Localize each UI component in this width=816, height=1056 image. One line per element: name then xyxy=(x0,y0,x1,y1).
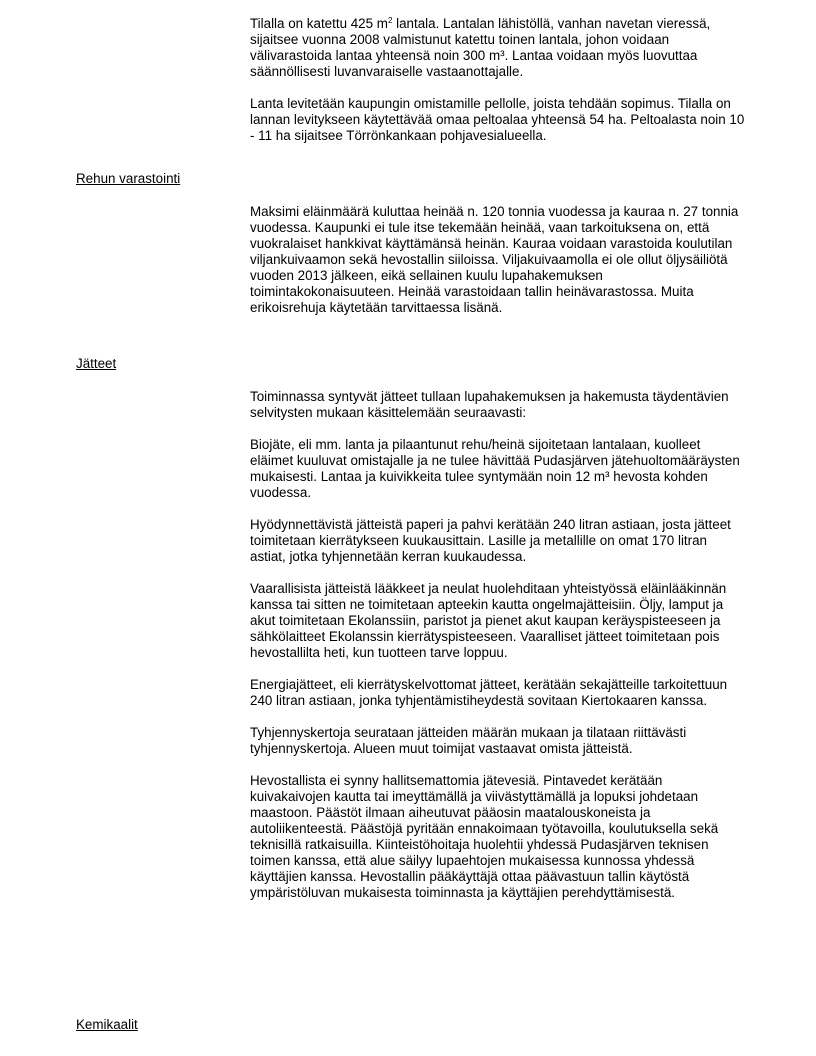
superscript: 2 xyxy=(387,16,393,25)
energy-waste-paragraph: Energiajätteet, eli kierrätyskelvottomat jätteet, kerätään sekajätteille tarkoitettuun 240 litran astiaan, jonka tyhjentämistiheydestä sovitaan Kiertokaaren kanssa. xyxy=(250,677,728,708)
recyclables-paragraph: Hyödynnettävistä jätteistä paperi ja pahvi kerätään 240 litran astiaan, josta jätteet toimitetaan kierrätykseen kuukausittain. Lasille ja metallille on omat 170 litran astiat, jotka tyhjennetään kerran kuukaudessa. xyxy=(250,517,731,564)
hazardous-waste-paragraph: Vaarallisista jätteistä lääkkeet ja neulat huolehditaan yhteistyössä eläinlääkinnän kanssa tai sitten ne toimitetaan apteekin kautta ongelmajätteisiin. Öljy, lamput ja akut toimitetaan Ekolanssiin, paristot ja pienet akut kaupan keräyspisteeseen ja sähkölaitteet Ekolanssin kierrätyspisteeseen. Vaaralliset jätteet toimitetaan pois hevostallilta heti, kun tuotteen tarve loppuu. xyxy=(250,581,727,660)
feed-storage-paragraph: Maksimi eläinmäärä kuluttaa heinää n. 120 tonnia vuodessa ja kauraa n. 27 tonnia vuodessa. Kaupunki ei tule itse tekemään heinää, vaan tarkoituksena on, että vuokralaiset hankkivat käyttämänsä heinän. Kauraa voidaan varastoida koulutilan viljankuivaamon sekä hevostallin siiloissa. Viljakuivaamolla ei ole ollut öljysäiliötä vuoden 2013 jälkeen, eikä sellainen kuulu lupahakemuksen toimintakokonaisuuteen. Heinää varastoidaan tallin heinävarastossa. Muita erikoisrehuja käytetään tarvittaessa lisänä. xyxy=(250,204,739,315)
feed-storage-section xyxy=(250,204,745,316)
waste-intro-paragraph: Toiminnassa syntyvät jätteet tullaan lupahakemuksen ja hakemusta täydentävien selvitysten mukaan käsittelemään seuraavasti: xyxy=(250,389,729,420)
manure-storage-paragraph: Tilalla on katettu 425 $m^2$ lantala. Lantalan lähistöllä, vanhan navetan vieressä, sijaitsee vuonna 2008 valmistunut katettu toinen lantala, johon voidaan välivarastoida lantaa yhteensä noin 300 m³. Lantaa voidaan myös luovuttaa säännöllisesti luvanvaraiselle vastaanottajalle. xyxy=(250,16,711,79)
wastewater-emissions-paragraph: Hevostallista ei synny hallitsemattomia jätevesiä. Pintavedet kerätään kuivakaivojen kautta tai imeyttämällä ja viivästyttämällä ja lopuksi johdetaan maastoon. Päästöt ilmaan aiheutuvat pääosin maatalouskoneista ja autoliikenteestä. Päästöjä pyritään ennakoimaan työtavoilla, koulutuksella sekä teknisillä ratkaisuilla. Kiinteistöhoitaja huolehtii yhdessä Pudasjärven teknisen toimen kanssa, että alue säilyy lupaehtojen mukaisessa kunnossa yhdessä käyttäjien kanssa. Hevostallin pääkäyttäjä ottaa päävastuun tallin käytöstä ympäristöluvan mukaisesta toiminnasta ja käyttäjien perehdyttämisestä. xyxy=(250,773,719,900)
biowaste-paragraph: Biojäte, eli mm. lanta ja pilaantunut rehu/heinä sijoitetaan lantalaan, kuolleet eläimet kuuluvat omistajalle ja ne tulee hävittää Pudasjärven jätehuoltomääräysten mukaisesti. Lantaa ja kuivikkeita tulee syntymään noin 12 m³ hevosta kohden vuodessa. xyxy=(250,437,740,500)
waste-heading: Jätteet xyxy=(76,356,117,371)
intro-section xyxy=(250,16,745,144)
waste-section xyxy=(250,389,745,901)
feed-storage-heading: Rehun varastointi xyxy=(76,171,181,186)
chemicals-heading: Kemikaalit xyxy=(76,1017,138,1032)
manure-spreading-paragraph: Lanta levitetään kaupungin omistamille pellolle, joista tehdään sopimus. Tilalla on lannan levitykseen käytettävää omaa peltoalaa yhteensä 54 ha. Peltoalasta noin 10 - 11 ha sijaitsee Törrönkankaan pohjavesialueella. xyxy=(250,96,745,143)
emptying-paragraph: Tyhjennyskertoja seurataan jätteiden määrän mukaan ja tilataan riittävästi tyhjennyskertoja. Alueen muut toimijat vastaavat omista jätteistä. xyxy=(250,725,687,756)
